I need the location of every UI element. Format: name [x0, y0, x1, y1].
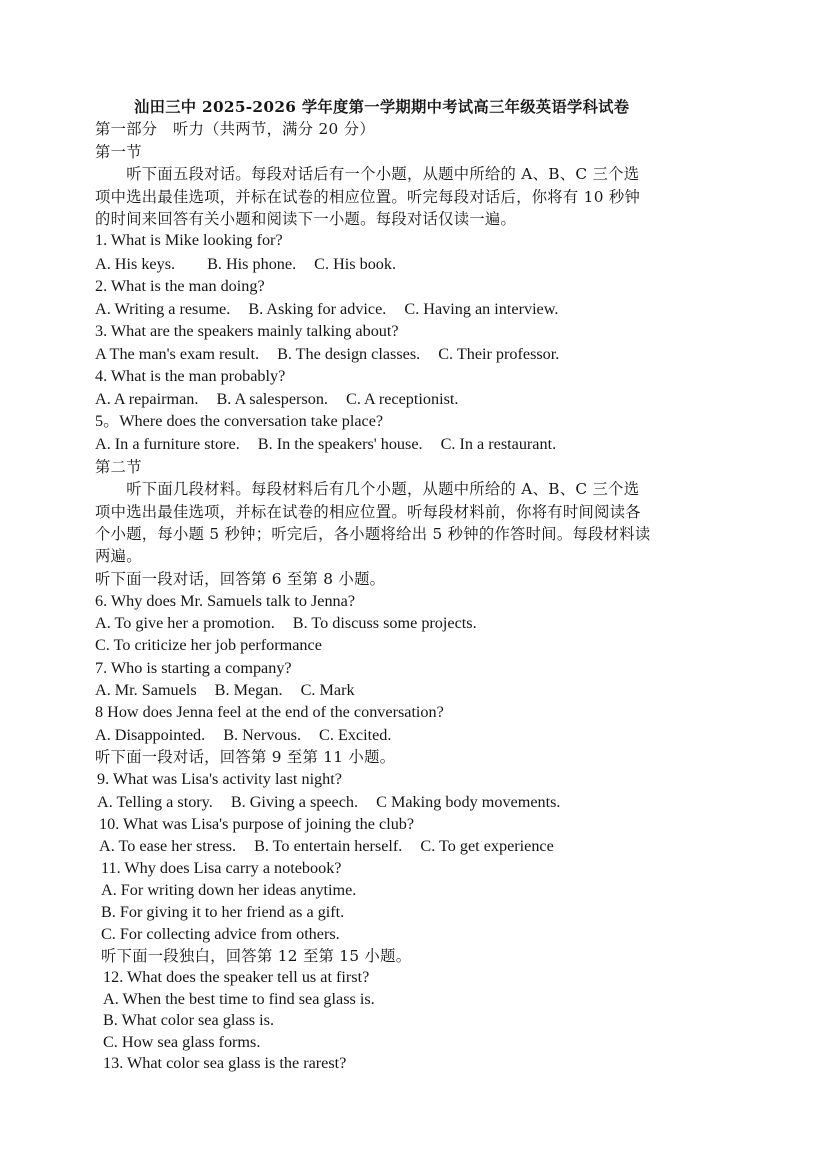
- question-11-option-b: B. For giving it to her friend as a gift.: [101, 903, 345, 921]
- option-a: A. His keys.: [95, 255, 176, 273]
- option-a: A. Telling a story.: [97, 793, 213, 811]
- question-1-options: [95, 254, 396, 274]
- section2-instruction-line: 两遍。: [95, 547, 142, 565]
- section1-instruction-line: 听下面五段对话。每段对话后有一个小题，从题中所给的 A、B、C 三个选: [95, 165, 640, 183]
- question-4-options: [95, 389, 458, 409]
- question-5-options: [95, 434, 556, 454]
- question-10-options: [99, 836, 554, 856]
- option-b: B. Giving a speech.: [230, 793, 359, 811]
- question-12-option-c: C. How sea glass forms.: [103, 1033, 261, 1051]
- part1-heading: 第一部分 听力（共两节，满分 20 分）: [95, 120, 375, 138]
- option-c: C. His book.: [314, 255, 397, 273]
- option-c: C. Having an interview.: [404, 300, 559, 318]
- prompt-6-8: 听下面一段对话，回答第 6 至第 8 小题。: [95, 570, 386, 588]
- question-12-option-a: A. When the best time to find sea glass is.: [103, 990, 375, 1008]
- section2-instruction-line: 个小题，每小题 5 秒钟；听完后，各小题将给出 5 秒钟的作答时间。每段材料读: [95, 525, 651, 543]
- question-2: 2. What is the man doing?: [95, 277, 265, 295]
- option-c: C. Excited.: [319, 726, 392, 744]
- option-c: C. Their professor.: [438, 345, 560, 363]
- question-11-option-c: C. For collecting advice from others.: [101, 925, 340, 943]
- question-6-options: [95, 613, 477, 633]
- question-2-options: [95, 299, 558, 319]
- exam-title: 汕田三中 2025-2026 学年度第一学期期中考试高三年级英语学科试卷: [134, 98, 630, 116]
- option-b: B. Nervous.: [223, 726, 301, 744]
- question-13: 13. What color sea glass is the rarest?: [103, 1054, 347, 1072]
- option-c: C Making body movements.: [376, 793, 561, 811]
- question-8-options: [95, 725, 391, 745]
- question-1: 1. What is Mike looking for?: [95, 231, 283, 249]
- question-9: 9. What was Lisa's activity last night?: [97, 770, 342, 788]
- question-12-option-b: B. What color sea glass is.: [103, 1011, 274, 1029]
- question-8: 8 How does Jenna feel at the end of the conversation?: [95, 703, 444, 721]
- option-b: B. The design classes.: [277, 345, 421, 363]
- option-b: B. His phone.: [207, 255, 297, 273]
- section1-instruction-line: 项中选出最佳选项，并标在试卷的相应位置。听完每段对话后，你将有 10 秒钟: [95, 188, 641, 206]
- question-6: 6. Why does Mr. Samuels talk to Jenna?: [95, 592, 356, 610]
- section1-heading: 第一节: [95, 143, 142, 161]
- question-10: 10. What was Lisa's purpose of joining the club?: [99, 815, 415, 833]
- option-b: B. To discuss some projects.: [292, 614, 477, 632]
- option-b: B. To entertain herself.: [254, 837, 403, 855]
- option-a: A. To give her a promotion.: [95, 614, 275, 632]
- option-a: A. In a furniture store.: [95, 435, 240, 453]
- question-9-options: [97, 792, 560, 812]
- option-c: C. To get experience: [420, 837, 554, 855]
- option-a: A. Mr. Samuels: [95, 681, 197, 699]
- option-c: C. A receptionist.: [346, 390, 459, 408]
- question-3-options: [95, 344, 559, 364]
- option-b: B. Megan.: [214, 681, 283, 699]
- option-b: B. Asking for advice.: [248, 300, 387, 318]
- prompt-12-15: 听下面一段独白，回答第 12 至第 15 小题。: [101, 947, 412, 965]
- option-a: A. Disappointed.: [95, 726, 206, 744]
- option-b: B. In the speakers' house.: [257, 435, 423, 453]
- question-11-option-a: A. For writing down her ideas anytime.: [101, 881, 357, 899]
- question-11: 11. Why does Lisa carry a notebook?: [101, 859, 342, 877]
- question-3: 3. What are the speakers mainly talking about?: [95, 322, 399, 340]
- question-7: 7. Who is starting a company?: [95, 659, 292, 677]
- question-12: 12. What does the speaker tell us at first?: [103, 968, 370, 986]
- option-a: A. A repairman.: [95, 390, 199, 408]
- question-6-option-c: C. To criticize her job performance: [95, 636, 322, 654]
- question-7-options: [95, 680, 355, 700]
- option-a: A. To ease her stress.: [99, 837, 237, 855]
- option-c: C. In a restaurant.: [440, 435, 557, 453]
- option-c: C. Mark: [300, 681, 355, 699]
- section2-heading: 第二节: [95, 458, 142, 476]
- option-b: B. A salesperson.: [216, 390, 328, 408]
- prompt-9-11: 听下面一段对话，回答第 9 至第 11 小题。: [95, 748, 396, 766]
- section1-instruction-line: 的时间来回答有关小题和阅读下一小题。每段对话仅读一遍。: [95, 210, 517, 228]
- question-5: 5。Where does the conversation take place?: [95, 412, 384, 430]
- section2-instruction-line: 听下面几段材料。每段材料后有几个小题，从题中所给的 A、B、C 三个选: [95, 480, 640, 498]
- section2-instruction-line: 项中选出最佳选项，并标在试卷的相应位置。听每段材料前，你将有时间阅读各: [95, 503, 641, 521]
- option-a: A. Writing a resume.: [95, 300, 231, 318]
- question-4: 4. What is the man probably?: [95, 367, 286, 385]
- option-a: A The man's exam result.: [95, 345, 260, 363]
